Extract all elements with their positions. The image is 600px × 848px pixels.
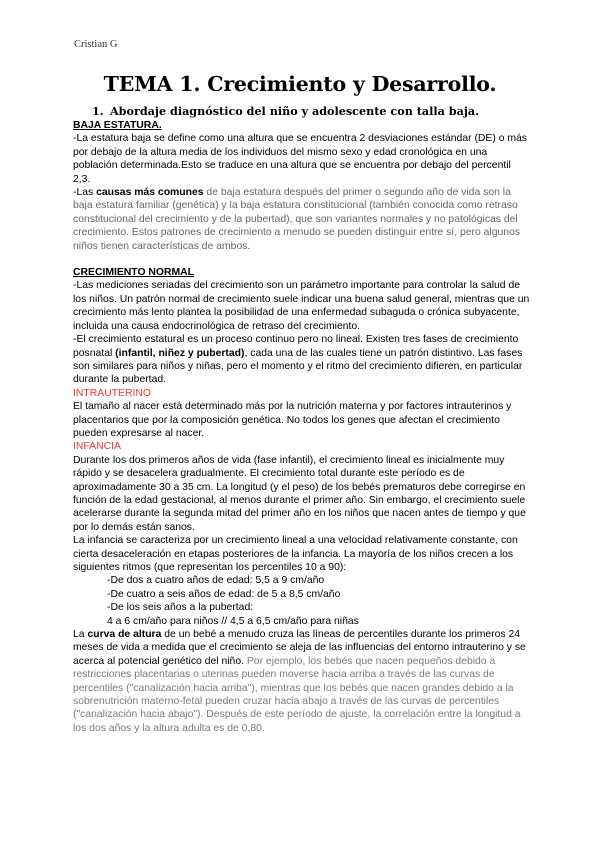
heading-intrauterino: INTRAUTERINO (73, 387, 151, 399)
paragraph-height-curve (73, 628, 531, 735)
gray-text-run: Por ejemplo, los bebés que nacen pequeños debido a restricciones placentarias o uterinas pueden moverse hacia arriba a través de las curvas de percentiles ("canalización hacia arriba"), mientras que los bebés que nacen grandes debido a la sobrenutrición materno-fetal pueden cruzar hacia abajo a través de las curvas de percentiles ("canalización hacia abajo"). Después de este período de ajuste, la correlación entre la longitud a los dos años y la altura adulta es de 0,80. (73, 655, 521, 734)
paragraph-growth-phases (73, 333, 531, 387)
list-item-rate: -De los seis años a la pubertad: (107, 602, 254, 614)
heading-infancia: INFANCIA (73, 441, 121, 453)
document-body (73, 119, 531, 735)
bold-text-run: causas más comunes (96, 187, 204, 199)
text-run: , cada una de las cuales tiene un patrón distintivo. Las fases son similares para niños y niñas, pero el momento y el ritmo del crecimiento difieren, en particular durante la pubertad. (73, 347, 523, 386)
paragraph-infant-phase: Durante los dos primeros años de vida (fase infantil), el crecimiento lineal es inicialmente muy rápido y se desacelera gradualmente. El crecimiento total durante este período es de aproximadamente 30 a 35 cm. La longitud (y el peso) de los bebés prematuros debe corregirse en función de la edad gestacional, al menos durante el primer año. Sin embargo, el crecimiento suele acelerarse durante la segunda mitad del primer año en los niños que nacen antes de tiempo y que por lo demás están sanos. (73, 454, 526, 533)
list-item-rate: 4 a 6 cm/año para niños // 4,5 a 6,5 cm/año para niñas (107, 615, 359, 627)
subtitle-text: Abordaje diagnóstico del niño y adolescente con talla baja. (110, 104, 480, 118)
bold-text-run: curva de altura (87, 629, 162, 641)
page-title: TEMA 1. Crecimiento y Desarrollo. (103, 72, 497, 96)
bold-text-run: (infantil, niñez y pubertad) (115, 347, 245, 359)
paragraph-serial-measurements: -Las mediciones seriadas del crecimiento son un parámetro importante para controlar la salud de los niños. Un patrón normal de crecimiento suele indicar una buena salud general, mientras que un crecimiento más lento plantea la posibilidad de una enfermedad subaguda o crónica subyacente, incluida una causa endocrinológica de retraso del crecimiento. (73, 280, 530, 332)
author-name: Cristian G (74, 39, 118, 50)
section-subtitle (92, 104, 479, 118)
heading-crecimiento-normal: CRECIMIENTO NORMAL (73, 267, 195, 279)
paragraph-causes (73, 186, 531, 253)
text-run: -Las (73, 187, 97, 199)
list-item-rate: -De cuatro a seis años de edad: de 5 a 8,5 cm/año (107, 588, 341, 600)
text-run: de un bebé a menudo cruza las líneas de percentiles durante los primeros 24 meses de vida a medida que el crecimiento se aleja de las influencias del entorno intrauterino y se acerca al potencial genético del niño. (73, 629, 526, 667)
text-run: de baja estatura después del primer o segundo año de vida son la baja estatura familiar (genética) y la baja estatura constitucional (también conocida como retraso constitucional del crecimiento y de la pubertad), que son variantes normales y no patológicas del crecimiento. Estos patrones de crecimiento a menudo se pueden distinguir entre sí, pero algunos niños tienen características de ambos. (73, 187, 521, 252)
text-run: La (73, 629, 88, 641)
paragraph-intrauterino: El tamaño al nacer está determinado más por la nutrición materna y por factores intrauterinos y placentarios que por la composición genética. No todos los genes que afectan el crecimiento pueden expresarse al nacer. (73, 401, 512, 439)
text-run: -El crecimiento estatural es un proceso continuo pero no lineal. Existen tres fases de crecimiento posnatal (73, 334, 519, 359)
paragraph-childhood-rates: La infancia se caracteriza por un crecimiento lineal a una velocidad relativamente constante, con cierta desaceleración en etapas posteriores de la infancia. La mayoría de los niños crecen a los siguientes ritmos (que representan los percentiles 10 a 90): (73, 535, 518, 573)
paragraph-definition: -La estatura baja se define como una altura que se encuentra 2 desviaciones estándar (DE) o más por debajo de la altura media de los individuos del mismo sexo y edad cronológica en una población determinada.Esto se traduce en una altura que se encuentra por debajo del percentil 2,3. (73, 133, 527, 185)
list-item-rate: -De dos a cuatro años de edad: 5,5 a 9 cm/año (107, 575, 325, 587)
heading-baja-estatura: BAJA ESTATURA. (73, 120, 162, 131)
spacer (73, 253, 531, 266)
subtitle-number: 1. (92, 104, 104, 118)
